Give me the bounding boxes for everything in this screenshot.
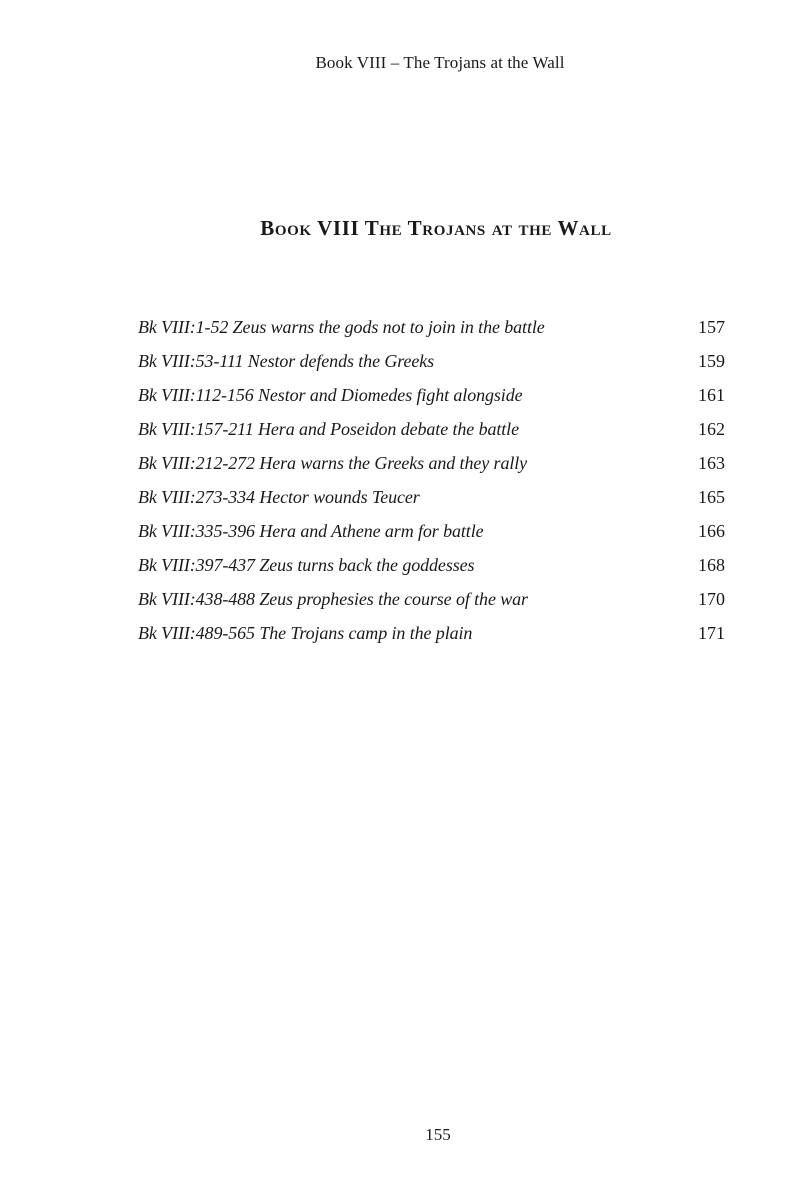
toc-entry-page: 171 <box>698 623 725 643</box>
toc-entry-page: 161 <box>698 385 725 405</box>
toc-entry[interactable] <box>138 620 725 654</box>
page-number: 155 <box>425 1125 451 1144</box>
toc-entry[interactable] <box>138 586 725 620</box>
toc-entry-title: Bk VIII:1-52 Zeus warns the gods not to join in the battle <box>138 317 545 337</box>
toc-entry[interactable] <box>138 416 725 450</box>
toc-entry-title: Bk VIII:112-156 Nestor and Diomedes fight alongside <box>138 385 523 405</box>
toc-entry[interactable] <box>138 348 725 382</box>
toc-entry-title: Bk VIII:335-396 Hera and Athene arm for battle <box>138 521 484 541</box>
toc-entry-title: Bk VIII:212-272 Hera warns the Greeks and they rally <box>138 453 528 473</box>
toc-entry[interactable] <box>138 518 725 552</box>
toc-entry-page: 170 <box>698 589 725 609</box>
toc-entry-page: 163 <box>698 453 725 473</box>
toc-entry-title: Bk VIII:273-334 Hector wounds Teucer <box>138 487 420 507</box>
toc-entry-page: 165 <box>698 487 725 507</box>
toc-entry-title: Bk VIII:157-211 Hera and Poseidon debate the battle <box>138 419 519 439</box>
toc-entry[interactable] <box>138 314 725 348</box>
toc-entry-title: Bk VIII:438-488 Zeus prophesies the course of the war <box>138 589 528 609</box>
toc-entry-title: Bk VIII:489-565 The Trojans camp in the plain <box>138 623 473 643</box>
toc-entry-title: Bk VIII:397-437 Zeus turns back the goddesses <box>138 555 475 575</box>
running-header: Book VIII – The Trojans at the Wall <box>315 53 565 72</box>
toc-entry-page: 159 <box>698 351 725 371</box>
toc-entry-title: Bk VIII:53-111 Nestor defends the Greeks <box>138 351 435 371</box>
toc-entry[interactable] <box>138 552 725 586</box>
toc-entry-page: 166 <box>698 521 725 541</box>
toc-entry-page: 168 <box>698 555 725 575</box>
toc-entry[interactable] <box>138 382 725 416</box>
toc-entry-page: 157 <box>698 317 725 337</box>
chapter-title: Book VIII The Trojans at the Wall <box>260 216 612 240</box>
toc-entry-page: 162 <box>698 419 725 439</box>
toc-entry[interactable] <box>138 484 725 518</box>
toc-entry[interactable] <box>138 450 725 484</box>
table-of-contents <box>138 314 725 654</box>
